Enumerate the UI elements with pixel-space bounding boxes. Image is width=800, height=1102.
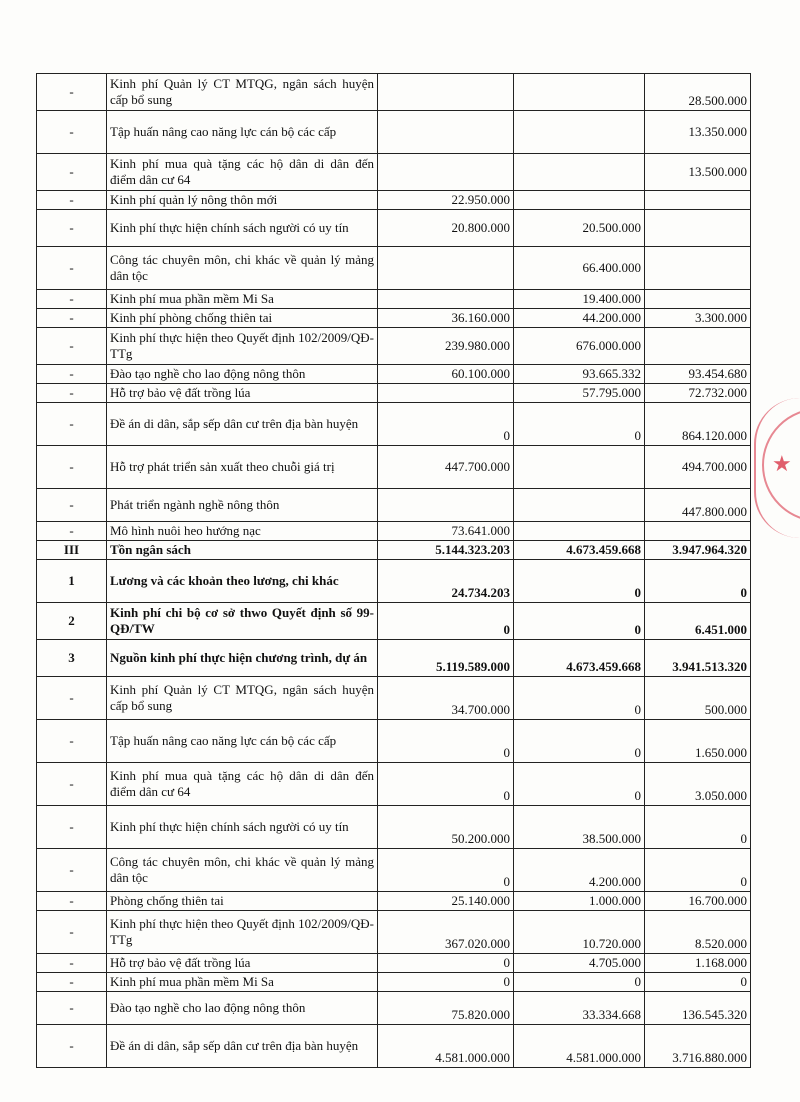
row-value-2 [514,191,645,210]
table-row [37,1025,751,1068]
row-value-3: 6.451.000 [645,603,751,640]
row-index: - [37,403,107,446]
row-item-name: Đề án di dân, sắp sếp dân cư trên địa bàn huyện [107,403,378,446]
row-item-name: Đào tạo nghề cho lao động nông thôn [107,992,378,1025]
row-value-2: 33.334.668 [514,992,645,1025]
row-index: - [37,154,107,191]
row-value-2: 4.705.000 [514,954,645,973]
row-item-name: Mô hình nuôi heo hướng nạc [107,522,378,541]
table-row [37,892,751,911]
row-value-2: 0 [514,603,645,640]
row-item-name: Đào tạo nghề cho lao động nông thôn [107,365,378,384]
row-item-name: Kinh phí mua quà tặng các hộ dân di dân đến điểm dân cư 64 [107,154,378,191]
row-item-name: Kinh phí thực hiện chính sách người có uy tín [107,210,378,247]
row-value-2: 4.581.000.000 [514,1025,645,1068]
red-seal-stamp [754,398,800,538]
row-item-name: Hỗ trợ bảo vệ đất trồng lúa [107,954,378,973]
row-value-3: 0 [645,849,751,892]
row-value-1 [378,74,514,111]
table-row [37,640,751,677]
row-item-name: Kinh phí mua phần mềm Mi Sa [107,973,378,992]
row-index: - [37,384,107,403]
table-row [37,541,751,560]
row-value-2: 38.500.000 [514,806,645,849]
row-value-2: 0 [514,720,645,763]
row-value-1: 22.950.000 [378,191,514,210]
row-index: - [37,892,107,911]
row-value-3: 28.500.000 [645,74,751,111]
row-value-1: 0 [378,973,514,992]
row-item-name: Phòng chống thiên tai [107,892,378,911]
row-item-name: Nguồn kinh phí thực hiện chương trình, dự án [107,640,378,677]
row-item-name: Công tác chuyên môn, chi khác về quản lý mảng dân tộc [107,849,378,892]
row-value-3: 136.545.320 [645,992,751,1025]
table-row [37,210,751,247]
row-value-1: 0 [378,849,514,892]
row-value-2: 4.673.459.668 [514,541,645,560]
table-row [37,365,751,384]
row-value-3: 0 [645,806,751,849]
row-value-2: 0 [514,763,645,806]
row-index: - [37,489,107,522]
row-value-3: 3.050.000 [645,763,751,806]
row-value-2: 676.000.000 [514,328,645,365]
row-item-name: Kinh phí thực hiện chính sách người có uy tín [107,806,378,849]
table-row [37,446,751,489]
row-value-2 [514,74,645,111]
row-index: 1 [37,560,107,603]
table-row [37,154,751,191]
row-item-name: Đề án di dân, sắp sếp dân cư trên địa bàn huyện [107,1025,378,1068]
row-index: - [37,309,107,328]
row-value-1: 50.200.000 [378,806,514,849]
row-index: - [37,522,107,541]
row-item-name: Kinh phí thực hiện theo Quyết định 102/2009/QĐ-TTg [107,328,378,365]
row-value-1: 0 [378,603,514,640]
row-value-3 [645,328,751,365]
row-value-3: 0 [645,560,751,603]
row-value-1: 4.581.000.000 [378,1025,514,1068]
row-item-name: Công tác chuyên môn, chi khác về quản lý mảng dân tộc [107,247,378,290]
row-value-1: 36.160.000 [378,309,514,328]
row-item-name: Phát triển ngành nghề nông thôn [107,489,378,522]
row-value-2 [514,446,645,489]
row-item-name: Kinh phí quản lý nông thôn mới [107,191,378,210]
row-index: - [37,247,107,290]
row-value-2: 93.665.332 [514,365,645,384]
row-index: III [37,541,107,560]
row-index: - [37,911,107,954]
row-item-name: Lương và các khoản theo lương, chi khác [107,560,378,603]
table-row [37,992,751,1025]
table-row [37,763,751,806]
row-index: - [37,763,107,806]
row-value-2: 66.400.000 [514,247,645,290]
row-value-2: 57.795.000 [514,384,645,403]
row-index: 2 [37,603,107,640]
row-value-2: 0 [514,677,645,720]
row-index: 3 [37,640,107,677]
row-index: - [37,446,107,489]
row-item-name: Hỗ trợ phát triển sản xuất theo chuỗi giá trị [107,446,378,489]
row-value-2: 0 [514,973,645,992]
table-row [37,111,751,154]
row-value-2: 1.000.000 [514,892,645,911]
table-row [37,328,751,365]
row-value-1: 24.734.203 [378,560,514,603]
row-value-3: 8.520.000 [645,911,751,954]
row-value-2 [514,111,645,154]
row-value-1 [378,111,514,154]
row-value-3: 13.500.000 [645,154,751,191]
row-value-3 [645,522,751,541]
row-item-name: Tập huấn nâng cao năng lực cán bộ các cấp [107,720,378,763]
row-value-3 [645,247,751,290]
row-index: - [37,973,107,992]
table-row [37,973,751,992]
table-row [37,191,751,210]
row-value-2: 44.200.000 [514,309,645,328]
row-value-3: 3.300.000 [645,309,751,328]
row-value-3: 1.168.000 [645,954,751,973]
row-value-1: 5.144.323.203 [378,541,514,560]
row-index: - [37,74,107,111]
row-value-2: 10.720.000 [514,911,645,954]
table-row [37,247,751,290]
row-value-1: 60.100.000 [378,365,514,384]
row-value-2: 4.200.000 [514,849,645,892]
budget-table [36,73,751,1068]
row-index: - [37,806,107,849]
row-value-2 [514,489,645,522]
row-index: - [37,954,107,973]
row-value-1: 239.980.000 [378,328,514,365]
row-item-name: Kinh phí phòng chống thiên tai [107,309,378,328]
row-item-name: Kinh phí Quản lý CT MTQG, ngân sách huyện cấp bổ sung [107,74,378,111]
row-index: - [37,1025,107,1068]
row-value-2: 4.673.459.668 [514,640,645,677]
row-value-3: 864.120.000 [645,403,751,446]
row-value-1: 25.140.000 [378,892,514,911]
row-value-2 [514,522,645,541]
table-row [37,849,751,892]
row-value-3: 13.350.000 [645,111,751,154]
row-value-3: 3.941.513.320 [645,640,751,677]
row-item-name: Kinh phí chi bộ cơ sở thwo Quyết định số 99-QĐ/TW [107,603,378,640]
row-index: - [37,191,107,210]
table-row [37,489,751,522]
row-item-name: Hỗ trợ bảo vệ đất trồng lúa [107,384,378,403]
table-row [37,74,751,111]
table-row [37,290,751,309]
row-value-1: 0 [378,720,514,763]
row-value-3: 500.000 [645,677,751,720]
row-item-name: Tập huấn nâng cao năng lực cán bộ các cấp [107,111,378,154]
row-value-3: 16.700.000 [645,892,751,911]
row-value-1: 20.800.000 [378,210,514,247]
row-value-3: 3.716.880.000 [645,1025,751,1068]
table-row [37,560,751,603]
row-value-1: 0 [378,954,514,973]
star-icon: ★ [772,452,792,477]
row-value-3: 1.650.000 [645,720,751,763]
row-item-name: Kinh phí thực hiện theo Quyết định 102/2009/QĐ-TTg [107,911,378,954]
row-value-1: 447.700.000 [378,446,514,489]
table-row [37,384,751,403]
row-value-3 [645,290,751,309]
table-row [37,911,751,954]
table-row [37,403,751,446]
row-value-3: 494.700.000 [645,446,751,489]
row-index: - [37,210,107,247]
row-value-3 [645,210,751,247]
row-value-2: 0 [514,560,645,603]
row-index: - [37,677,107,720]
row-value-3: 72.732.000 [645,384,751,403]
table-row [37,603,751,640]
row-item-name: Kinh phí Quản lý CT MTQG, ngân sách huyện cấp bổ sung [107,677,378,720]
row-value-1 [378,247,514,290]
row-value-1: 75.820.000 [378,992,514,1025]
row-value-1: 5.119.589.000 [378,640,514,677]
row-value-3: 447.800.000 [645,489,751,522]
row-value-2: 20.500.000 [514,210,645,247]
row-index: - [37,111,107,154]
table-row [37,522,751,541]
row-value-1 [378,154,514,191]
row-item-name: Kinh phí mua quà tặng các hộ dân di dân đến điểm dân cư 64 [107,763,378,806]
row-value-1: 0 [378,763,514,806]
row-item-name: Kinh phí mua phần mềm Mi Sa [107,290,378,309]
table-row [37,806,751,849]
row-value-1: 0 [378,403,514,446]
row-index: - [37,849,107,892]
row-value-1: 367.020.000 [378,911,514,954]
row-index: - [37,328,107,365]
row-value-3 [645,191,751,210]
table-row [37,677,751,720]
row-value-3: 0 [645,973,751,992]
row-value-2 [514,154,645,191]
table-row [37,720,751,763]
row-value-3: 93.454.680 [645,365,751,384]
row-value-2: 19.400.000 [514,290,645,309]
table-row [37,954,751,973]
row-value-1 [378,290,514,309]
row-value-1: 73.641.000 [378,522,514,541]
row-index: - [37,365,107,384]
row-value-1: 34.700.000 [378,677,514,720]
row-value-2: 0 [514,403,645,446]
row-index: - [37,992,107,1025]
row-value-3: 3.947.964.320 [645,541,751,560]
table-row [37,309,751,328]
row-value-1 [378,384,514,403]
row-index: - [37,290,107,309]
row-item-name: Tồn ngân sách [107,541,378,560]
row-value-1 [378,489,514,522]
row-index: - [37,720,107,763]
